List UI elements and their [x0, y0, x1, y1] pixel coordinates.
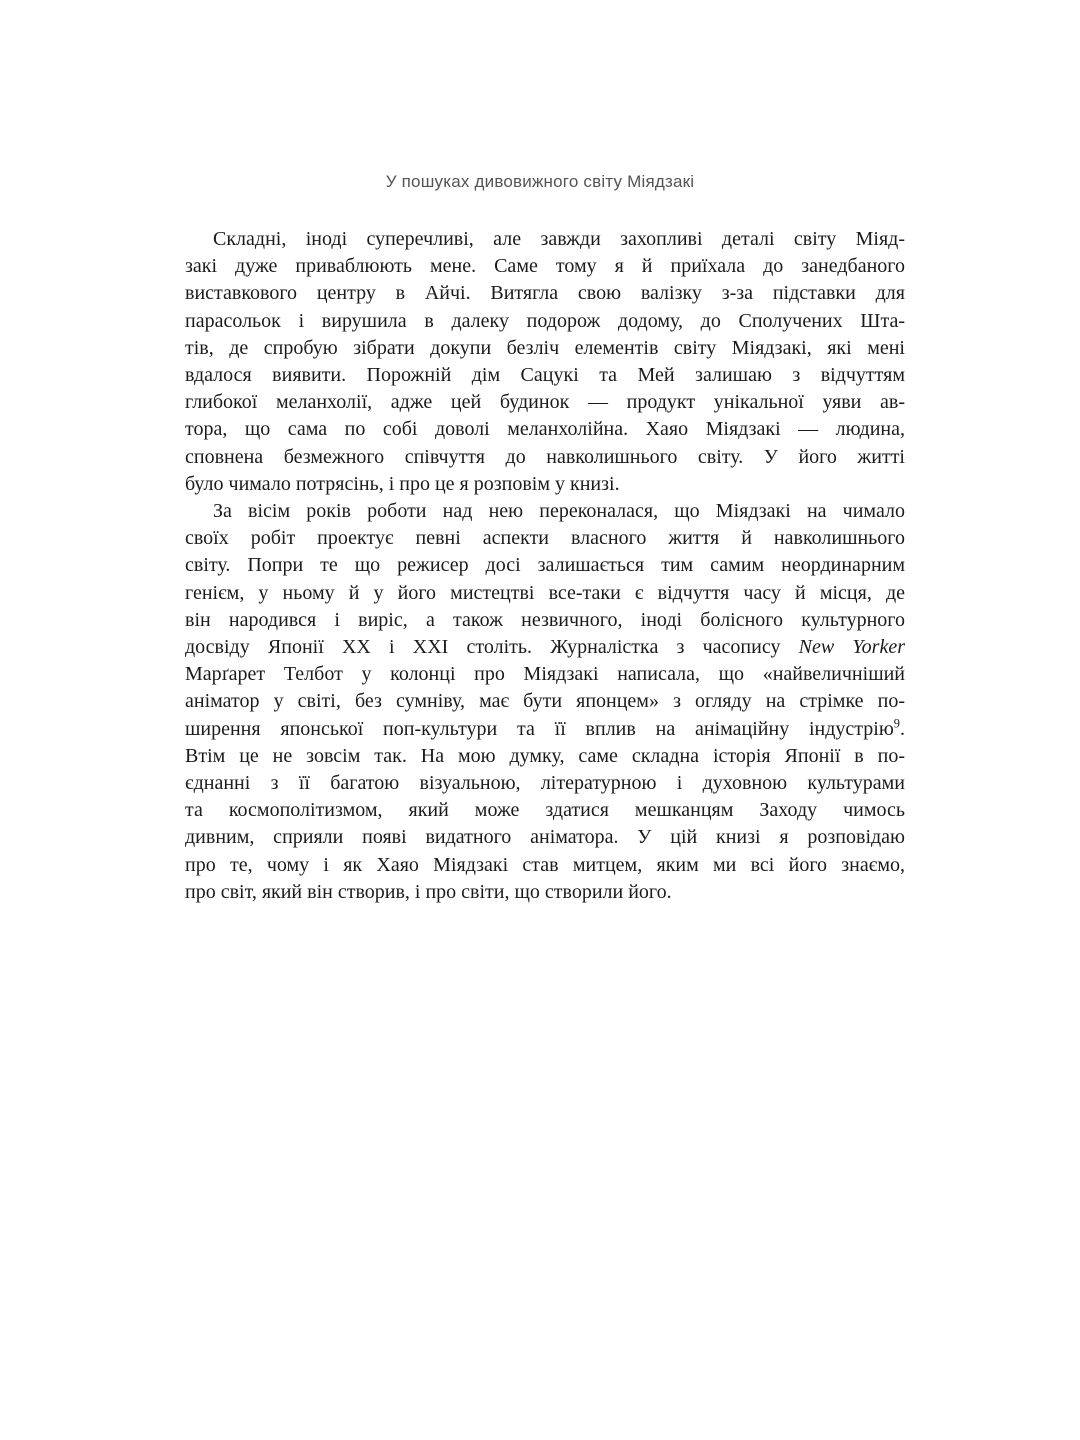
text-line: вдалося виявити. Порожній дім Сацукі та Мей залишаю з відчуттям [185, 364, 905, 387]
text-line: тів, де спробую зібрати докупи безліч елементів світу Міядзакі, які мені [185, 336, 905, 359]
text-line: дивним, сприяли появі видатного аніматора. У цій книзі я розповідаю [185, 826, 905, 849]
text-line: За вісім років роботи над нею переконалася, що Міядзакі на чимало [213, 500, 905, 523]
body-text [185, 226, 905, 906]
text-line: про світ, який він створив, і про світи, що створили його. [185, 880, 672, 903]
text-line: своїх робіт проектує певні аспекти власного життя й навколишнього [185, 527, 905, 550]
paragraph [185, 226, 905, 498]
text-line: Складні, іноді суперечливі, але завжди захопливі деталі світу Міяд- [213, 228, 905, 250]
italic-title: New Yorker [798, 636, 905, 659]
text-line: генієм, у ньому й у його мистецтві все-таки є відчуття часу й місця, де [185, 581, 905, 604]
text-line: парасольок і вирушила в далеку подорож додому, до Сполучених Шта- [185, 309, 905, 332]
text-line: виставкового центру в Айчі. Витягла свою валізку з-за підставки для [185, 282, 905, 305]
footnote-ref: 9 [893, 716, 900, 730]
text-line: ширення японської поп-культури та її вплив на анімаційну індустрію$^9$. [185, 716, 905, 740]
text-line: тора, що сама по собі доволі меланхолійна. Хаяо Міядзакі — людина, [185, 418, 905, 441]
text-line: було чимало потрясінь, і про це я розповім у книзі. [185, 472, 620, 495]
paragraph [185, 498, 905, 906]
text-line: він народився і виріс, а також незвичного, іноді болісного культурного [185, 608, 905, 631]
text-line: сповнена безмежного співчуття до навколишнього світу. У його житті [185, 445, 905, 468]
text-line: закі дуже приваблюють мене. Саме тому я й приїхала до занедбаного [185, 255, 905, 278]
text-line: та космополітизмом, який може здатися мешканцям Заходу чимось [185, 799, 905, 822]
text-line: про те, чому і як Хаяо Міядзакі став митцем, яким ми всі його знаємо, [185, 853, 905, 876]
text-line: єднанні з її багатою візуальною, літературною і духовною культурами [185, 772, 905, 795]
text-line: аніматор у світі, без сумніву, має бути японцем» з огляду на стрімке по- [185, 690, 905, 713]
running-header: У пошуках дивовижного світу Міядзакі [385, 172, 695, 191]
text-line: Марґарет Телбот у колонці про Міядзакі написала, що «найвеличніший [185, 663, 905, 686]
text-line: глибокої меланхолії, адже цей будинок — продукт унікальної уяви ав- [185, 391, 905, 414]
text-line: світу. Попри те що режисер досі залишається тим самим неординарним [185, 554, 905, 577]
text-line: Втім це не зовсім так. На мою думку, саме складна історія Японії в по- [185, 744, 905, 767]
text-line: досвіду Японії XX і XXI століть. Журналістка з часопису New Yorker [185, 636, 905, 659]
